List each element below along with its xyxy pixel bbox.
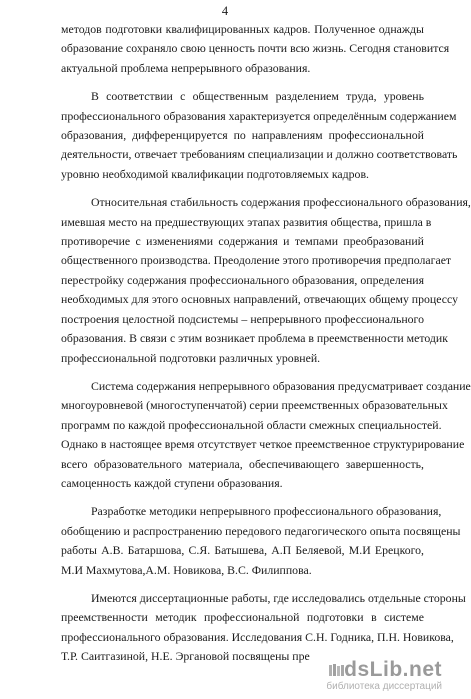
text-line: профессионального образования характеризуется определённым содержанием [61,108,457,123]
text-line: самоценность каждой ступени образования. [61,475,283,490]
paragraph [61,193,471,368]
page-number: 4 [221,4,229,18]
text-line: уровню необходимой квалификации подготовляемых кадров. [61,166,369,181]
paragraph [61,20,450,78]
text-line: имевшая место на предшествующих этапах развития общества, пришла в [61,214,432,229]
text-line: Относительная стабильность содержания профессионального образования, [91,195,471,210]
text-line: методов подготовки квалифицированных кадров. Полученное однажды [61,22,424,36]
text-line: Однако в настоящее время отсутствует четкое преемственное структурирование [61,437,465,452]
text-line: актуальной проблема непрерывного образования. [61,60,311,75]
text-line: противоречие с изменениями содержания и темпами преобразований [61,234,424,249]
text-line: образование сохраняло свою ценность почти всю жизнь. Сегодня становится [61,41,450,56]
text-line: Разработке методики непрерывного профессионального образования, [91,504,442,519]
books-icon [328,663,346,677]
paragraph [61,377,471,493]
watermark [322,659,442,695]
paragraph [61,589,466,667]
text-line: работы А.В. Батаршова, С.Я. Батышева, А.П Беляевой, М.И Ерецкого, [61,543,424,558]
text-line: обобщению и распространению передового педагогического опыта посвящены [61,523,461,538]
text-line: Т.Р. Саитгазиной, Н.Е. Эргановой посвящены пре [61,649,310,664]
watermark-logo: dsLib.net [344,658,442,681]
text-line: Система содержания непрерывного образования предусматривает создание [91,378,471,393]
text-line: профессиональной подготовки различных уровней. [61,350,321,365]
watermark-subtitle: библиотека диссертаций [326,681,442,692]
text-line: всего образовательного материала, обеспечивающего завершенность, [61,456,424,471]
text-line: преемственности методик профессиональной подготовки в системе [61,610,424,625]
text-line: Имеются диссертационные работы, где исследовались отдельные стороны [91,590,466,605]
text-line: перестройку содержания профессионального образования, определения [61,272,424,287]
text-line: многоуровневой (многоступенчатой) серии преемственных образовательных [61,398,448,413]
text-line: необходимых для этого основных направлений, отвечающих общему процессу [61,292,458,307]
document-body [61,20,471,667]
text-line: М.И Махмутова,А.М. Новикова, В.С. Филиппова. [61,562,312,577]
text-line: профессионального образования. Исследования С.Н. Годника, П.Н. Новикова, [61,629,454,644]
paragraph [61,87,458,184]
text-line: образования. В связи с этим возникает проблема в преемственности методик [61,331,448,346]
text-line: образования, дифференцируется по направлениям профессиональной [61,128,424,143]
text-line: программ по каждой профессиональной области смежных специальностей. [61,417,442,432]
paragraph [61,502,461,580]
text-line: общественного производства. Преодоление этого противоречия предполагает [61,253,452,268]
text-line: В соответствии с общественным разделением труда, уровень [91,89,424,104]
text-line: построения целостной подсистемы – непрерывного профессионального [61,311,424,326]
text-line: деятельности, отвечает требованиям специализации и должно соответствовать [61,147,458,162]
